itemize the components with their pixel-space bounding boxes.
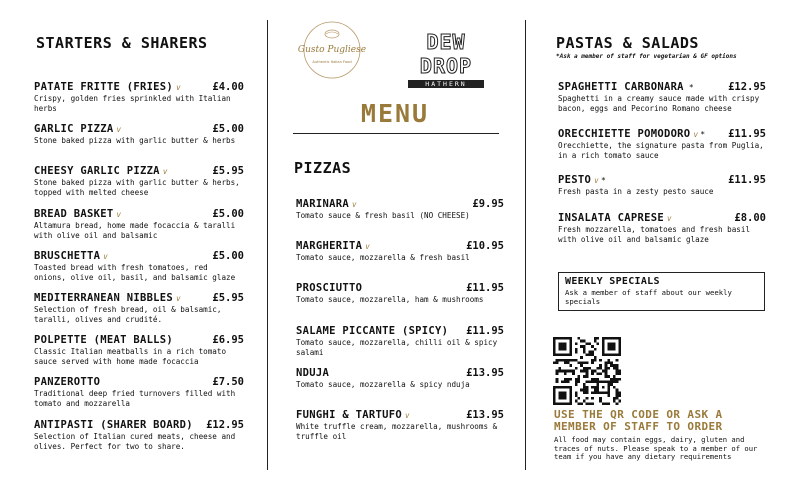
weekly-specials-description: Ask a member of staff about our weekly specials	[565, 288, 732, 306]
qr-instructions: USE THE QR CODE OR ASK A MEMBER OF STAFF TO ORDER	[554, 408, 723, 433]
item-description: Toasted bread with fresh tomatoes, red onions, olive oil, basil, and balsamic glaze	[34, 262, 236, 282]
vegetarian-mark: v	[594, 176, 599, 185]
item-description: Crispy, golden fries sprinkled with Italian herbs	[34, 94, 231, 113]
vegetarian-mark: v	[162, 167, 168, 177]
item-description: White truffle cream, mozzarella, mushrooms & truffle oil	[296, 421, 498, 441]
item-description: Classic Italian meatballs in a rich tomato sauce served with home made focaccia	[34, 347, 227, 367]
item-name: NDUJA	[296, 366, 330, 379]
vegetarian-mark: v	[365, 242, 371, 252]
allergy-notice: All food may contain eggs, dairy, gluten and traces of nuts. Please speak to a member of our team if you have any dietary requirements	[554, 435, 758, 462]
vegetarian-mark: v	[176, 293, 181, 303]
item-name: ANTIPASTI (SHARER BOARD)	[34, 418, 193, 431]
qr-code[interactable]	[553, 337, 621, 405]
menu-item	[558, 212, 766, 245]
menu-item	[34, 419, 244, 461]
item-description: Tomato sauce, mozzarella & fresh basil	[296, 253, 470, 263]
vegetarian-mark: v	[666, 214, 672, 223]
vegetarian-mark: v	[351, 200, 357, 209]
item-price: £13.95	[466, 408, 504, 421]
item-name: PANZEROTTO	[34, 376, 101, 389]
menu-item	[34, 292, 244, 334]
item-price: £11.95	[466, 324, 504, 337]
item-description: Altamura bread, home made focaccia & taralli with olive oil and balsamic	[34, 220, 236, 240]
pizzas-heading: PIZZAS	[294, 159, 352, 177]
menu-item	[296, 325, 504, 367]
item-name: ORECCHIETTE POMODORO	[558, 128, 691, 140]
vegetarian-mark: v	[693, 130, 699, 139]
item-price: £11.95	[466, 282, 504, 295]
menu-item	[296, 367, 504, 409]
item-name: MARINARA	[296, 198, 349, 210]
item-price: £12.95	[206, 418, 244, 431]
gusto-pugliese-logo	[295, 20, 369, 80]
menu-item	[296, 409, 504, 451]
item-description: Selection of Italian cured meats, cheese and olives. Perfect for two to share.	[34, 431, 236, 451]
item-name: CHEESY GARLIC PIZZA	[34, 165, 160, 178]
item-price: £5.95	[212, 291, 244, 304]
item-name: PROSCIUTTO	[296, 282, 363, 295]
vegetarian-gf-note: *Ask a member of staff for vegetarian & GF options	[556, 53, 737, 60]
vegetarian-mark: v	[404, 410, 410, 420]
item-name: FUNGHI & TARTUFO	[296, 408, 402, 421]
item-description: Tomato sauce, mozzarella, chilli oil & spicy salami	[296, 337, 498, 357]
menu-item	[558, 81, 766, 128]
vegetarian-mark: v	[176, 83, 181, 92]
item-price: £9.95	[472, 198, 504, 210]
menu-item	[34, 123, 244, 165]
column-divider	[267, 20, 268, 470]
menu-item	[34, 81, 244, 123]
dew-drop-logo	[398, 30, 494, 88]
gf-option-mark: *	[600, 176, 607, 185]
item-price: £12.95	[728, 81, 766, 93]
item-price: £13.95	[466, 366, 504, 379]
item-name: SPAGHETTI CARBONARA	[558, 81, 684, 93]
item-name: SALAME PICCANTE (SPICY)	[296, 324, 449, 337]
item-description: Spaghetti in a creamy sauce made with crispy bacon, eggs and Pecorino Romano cheese	[558, 94, 760, 113]
vegetarian-mark: v	[116, 209, 122, 219]
item-description: Stone baked pizza with garlic butter & herbs	[34, 136, 236, 146]
item-price: £7.50	[212, 376, 244, 389]
item-description: Tomato sauce, mozzarella, ham & mushrooms	[296, 295, 484, 305]
pastas-heading: PASTAS & SALADS	[556, 34, 699, 52]
gf-option-mark: *	[700, 130, 706, 139]
item-description: Traditional deep fried turnovers filled with tomato and mozzarella	[34, 389, 236, 409]
item-price: £4.00	[212, 81, 244, 93]
item-name: POLPETTE (MEAT BALLS)	[34, 334, 174, 347]
item-description: Fresh mozzarella, tomatoes and fresh basil with olive oil and balsamic glaze	[558, 225, 751, 244]
menu-title-rule	[293, 133, 499, 134]
starters-heading: STARTERS & SHARERS	[36, 34, 208, 52]
item-price: £5.00	[212, 123, 244, 136]
menu-item	[296, 198, 504, 240]
menu-item	[34, 165, 244, 207]
item-price: £5.00	[212, 207, 244, 220]
item-description: Fresh pasta in a zesty pesto sauce	[558, 187, 714, 196]
weekly-specials-title: WEEKLY SPECIALS	[565, 276, 660, 287]
menu-item	[558, 128, 766, 174]
gf-option-mark: *	[688, 83, 694, 92]
weekly-specials-box	[558, 272, 765, 311]
item-name: PATATE FRITTE (FRIES)	[34, 81, 174, 93]
menu-item	[558, 174, 766, 212]
menu-item	[34, 250, 244, 292]
item-price: £5.00	[212, 249, 244, 262]
item-name: GARLIC PIZZA	[34, 123, 114, 136]
logo-script-text: Gusto Pugliese	[297, 45, 367, 55]
logo-tagline: Authentic Italian Food	[312, 60, 352, 64]
menu-item	[296, 282, 504, 324]
item-price: £11.95	[728, 174, 766, 186]
pizzas-list	[296, 198, 504, 451]
item-name: INSALATA CAPRESE	[558, 212, 664, 224]
item-price: £10.95	[466, 240, 504, 253]
item-description: Orecchiette, the signature pasta from Puglia, in a rich tomato sauce	[558, 141, 764, 160]
vegetarian-mark: v	[116, 125, 122, 135]
menu-item	[34, 334, 244, 376]
item-name: BREAD BASKET	[34, 207, 114, 220]
menu-item	[34, 208, 244, 250]
item-description: Selection of fresh bread, oil & balsamic, taralli, olives and crudité.	[34, 304, 222, 324]
column-divider	[525, 20, 526, 470]
menu-title: MENU	[360, 99, 430, 128]
item-price: £5.95	[212, 165, 244, 178]
item-name: BRUSCHETTA	[34, 249, 101, 262]
vegetarian-mark: v	[103, 251, 109, 261]
item-price: £6.95	[212, 334, 244, 347]
item-price: £8.00	[734, 212, 766, 224]
menu-item	[296, 240, 504, 282]
dew-drop-title: DEW DROP	[419, 30, 473, 78]
menu-item	[34, 376, 244, 418]
item-name: MEDITERRANEAN NIBBLES	[34, 291, 174, 304]
item-description: Stone baked pizza with garlic butter & herbs, topped with melted cheese	[34, 178, 240, 198]
item-description: Tomato sauce & fresh basil (NO CHEESE)	[296, 211, 470, 220]
starters-list	[34, 81, 244, 461]
item-price: £11.95	[728, 128, 766, 140]
dew-drop-subtitle: HATHERN	[408, 80, 484, 88]
item-description: Tomato sauce, mozzarella & spicy nduja	[296, 379, 470, 389]
pastas-list	[558, 81, 766, 245]
item-name: MARGHERITA	[296, 240, 363, 253]
item-name: PESTO	[558, 174, 592, 186]
